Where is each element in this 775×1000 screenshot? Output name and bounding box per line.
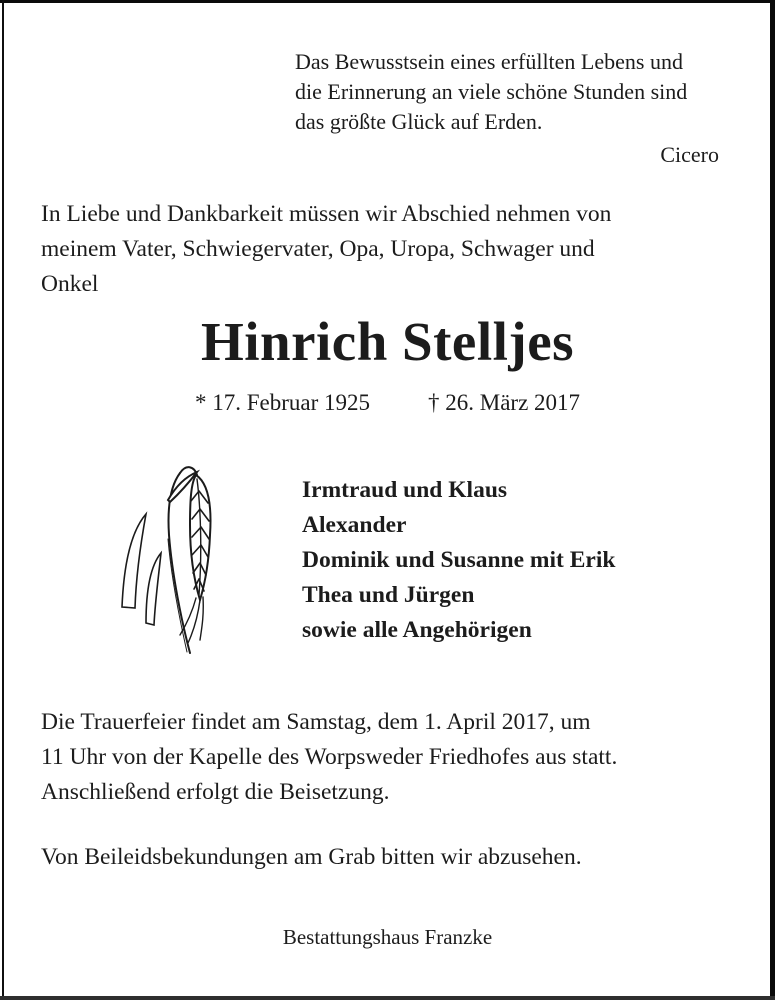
death-date: † 26. März 2017 <box>428 390 581 415</box>
clipping-border-right <box>770 0 775 1000</box>
dates-row <box>0 388 775 418</box>
mourner-line: Dominik und Susanne mit Erik <box>302 547 616 573</box>
wheat-stalk-icon <box>110 455 225 660</box>
mourner-line: Irmtraud und Klaus <box>302 477 508 503</box>
intro-line: In Liebe und Dankbarkeit müssen wir Abschied nehmen von <box>41 201 612 227</box>
funeral-details <box>41 705 617 810</box>
mourners-list <box>302 473 615 648</box>
intro-line: Onkel <box>41 271 99 297</box>
quote-line: Das Bewusstsein eines erfüllten Lebens und <box>295 49 683 74</box>
intro-line: meinem Vater, Schwiegervater, Opa, Uropa, Schwager und <box>41 236 595 262</box>
funeral-line: Die Trauerfeier findet am Samstag, dem 1. April 2017, um <box>41 709 591 735</box>
funeral-home-name: Bestattungshaus Franzke <box>282 925 493 949</box>
condolence-note: Von Beileidsbekundungen am Grab bitten wir abzusehen. <box>41 844 582 870</box>
clipping-border-left <box>2 0 4 1000</box>
funeral-line: 11 Uhr von der Kapelle des Worpsweder Friedhofes aus statt. <box>41 744 618 770</box>
clipping-border-top <box>0 0 775 3</box>
deceased-name: Hinrich Stelljes <box>200 311 575 372</box>
mourner-line: Alexander <box>302 512 407 538</box>
quote-block <box>295 47 723 170</box>
birth-date: * 17. Februar 1925 <box>194 390 370 415</box>
clipping-border-bottom <box>0 996 775 1000</box>
quote-attribution: Cicero <box>660 142 719 167</box>
quote-line: die Erinnerung an viele schöne Stunden sind <box>295 79 688 104</box>
mourner-line: Thea und Jürgen <box>302 582 475 608</box>
mourner-line: sowie alle Angehörigen <box>302 617 532 643</box>
quote-line: das größte Glück auf Erden. <box>295 109 543 134</box>
intro-paragraph <box>41 197 611 302</box>
funeral-line: Anschließend erfolgt die Beisetzung. <box>41 779 390 805</box>
